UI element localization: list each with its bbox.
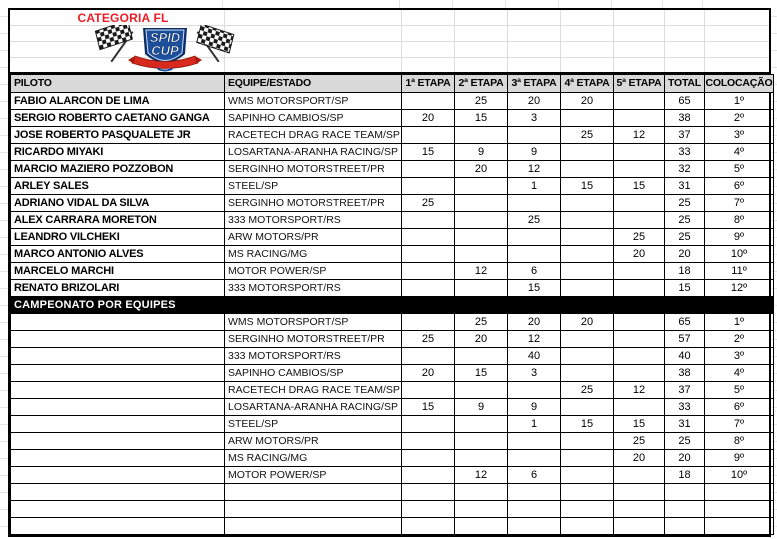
etapa1-cell[interactable] (402, 178, 455, 195)
position-cell[interactable]: 8º (705, 433, 774, 450)
etapa3-cell[interactable]: 12 (508, 331, 561, 348)
header-colocacao[interactable]: COLOCAÇÃO (705, 75, 774, 93)
etapa4-cell[interactable]: 25 (561, 127, 614, 144)
team-cell[interactable]: SERGINHO MOTORSTREET/PR (225, 195, 402, 212)
header-equipe-estado[interactable]: EQUIPE/ESTADO (225, 75, 402, 93)
pilot-name-cell[interactable]: FABIO ALARCON DE LIMA (11, 93, 225, 110)
etapa1-cell[interactable] (402, 382, 455, 399)
header-etapa4[interactable]: 4ª ETAPA (561, 75, 614, 93)
position-cell[interactable]: 4º (705, 144, 774, 161)
etapa4-cell[interactable]: 20 (561, 314, 614, 331)
etapa2-cell[interactable]: 9 (455, 144, 508, 161)
pilot-name-cell[interactable]: MARCELO MARCHI (11, 263, 225, 280)
position-cell[interactable]: 2º (705, 331, 774, 348)
pilot-name-cell[interactable]: LEANDRO VILCHEKI (11, 229, 225, 246)
pilot-name-cell[interactable] (11, 331, 225, 348)
etapa4-cell[interactable] (561, 246, 614, 263)
header-etapa3[interactable]: 3ª ETAPA (508, 75, 561, 93)
etapa5-cell[interactable]: 20 (614, 246, 665, 263)
pilot-row (11, 246, 774, 263)
empty-row (11, 484, 774, 501)
team-row (11, 382, 774, 399)
spidcup-logo (90, 25, 240, 72)
team-cell[interactable]: ARW MOTORS/PR (225, 433, 402, 450)
team-row (11, 348, 774, 365)
category-title[interactable]: CATEGORIA FL (77, 11, 169, 25)
etapa3-cell[interactable]: 40 (508, 348, 561, 365)
etapa4-cell[interactable]: 15 (561, 178, 614, 195)
etapa5-cell[interactable]: 12 (614, 382, 665, 399)
etapa4-cell[interactable] (561, 212, 614, 229)
etapa3-cell[interactable] (508, 127, 561, 144)
etapa1-cell[interactable]: 20 (402, 110, 455, 127)
empty-cell[interactable] (225, 501, 402, 518)
total-cell[interactable]: 57 (665, 331, 705, 348)
etapa3-cell[interactable] (508, 195, 561, 212)
pilot-row (11, 195, 774, 212)
total-cell[interactable]: 31 (665, 178, 705, 195)
team-cell[interactable]: SAPINHO CAMBIOS/SP (225, 365, 402, 382)
etapa3-cell[interactable] (508, 382, 561, 399)
etapa1-cell[interactable] (402, 467, 455, 484)
pilot-name-cell[interactable] (11, 450, 225, 467)
etapa4-cell[interactable] (561, 161, 614, 178)
etapa1-cell[interactable] (402, 212, 455, 229)
etapa1-cell[interactable]: 15 (402, 399, 455, 416)
etapa2-cell[interactable]: 25 (455, 314, 508, 331)
etapa5-cell[interactable] (614, 195, 665, 212)
team-row (11, 450, 774, 467)
etapa2-cell[interactable] (455, 212, 508, 229)
etapa2-cell[interactable] (455, 416, 508, 433)
pilot-row (11, 229, 774, 246)
total-cell[interactable]: 38 (665, 110, 705, 127)
etapa5-cell[interactable]: 20 (614, 450, 665, 467)
etapa4-cell[interactable] (561, 399, 614, 416)
header-etapa1[interactable]: 1ª ETAPA (402, 75, 455, 93)
team-cell[interactable]: RACETECH DRAG RACE TEAM/SP (225, 382, 402, 399)
etapa1-cell[interactable] (402, 93, 455, 110)
team-cell[interactable]: STEEL/SP (225, 416, 402, 433)
position-cell[interactable]: 5º (705, 161, 774, 178)
position-cell[interactable]: 10º (705, 467, 774, 484)
pilot-name-cell[interactable]: ALEX CARRARA MORETON (11, 212, 225, 229)
empty-cell[interactable] (11, 501, 225, 518)
position-cell[interactable]: 6º (705, 178, 774, 195)
position-cell[interactable]: 2º (705, 110, 774, 127)
etapa5-cell[interactable] (614, 110, 665, 127)
total-cell[interactable]: 37 (665, 382, 705, 399)
etapa5-cell[interactable]: 25 (614, 433, 665, 450)
etapa5-cell[interactable]: 25 (614, 229, 665, 246)
empty-cell[interactable] (705, 484, 774, 501)
etapa2-cell[interactable]: 20 (455, 331, 508, 348)
empty-cell[interactable] (561, 501, 614, 518)
etapa5-cell[interactable] (614, 161, 665, 178)
pilot-name-cell[interactable]: RENATO BRIZOLARI (11, 280, 225, 297)
team-cell[interactable]: SAPINHO CAMBIOS/SP (225, 110, 402, 127)
team-row (11, 467, 774, 484)
pilot-name-cell[interactable]: RICARDO MIYAKI (11, 144, 225, 161)
empty-cell[interactable] (561, 518, 614, 535)
empty-cell[interactable] (402, 518, 455, 535)
pilot-name-cell[interactable]: ADRIANO VIDAL DA SILVA (11, 195, 225, 212)
team-cell[interactable]: 333 MOTORSPORT/RS (225, 348, 402, 365)
pilot-row (11, 178, 774, 195)
etapa3-cell[interactable]: 25 (508, 212, 561, 229)
position-cell[interactable]: 3º (705, 127, 774, 144)
etapa4-cell[interactable] (561, 348, 614, 365)
team-cell[interactable]: LOSARTANA-ARANHA RACING/SP (225, 144, 402, 161)
etapa2-cell[interactable] (455, 433, 508, 450)
pilot-row (11, 127, 774, 144)
team-row (11, 365, 774, 382)
total-cell[interactable]: 65 (665, 314, 705, 331)
etapa1-cell[interactable] (402, 450, 455, 467)
etapa1-cell[interactable] (402, 161, 455, 178)
etapa4-cell[interactable] (561, 229, 614, 246)
header-total[interactable]: TOTAL (665, 75, 705, 93)
etapa5-cell[interactable] (614, 212, 665, 229)
empty-cell[interactable] (665, 518, 705, 535)
etapa2-cell[interactable] (455, 246, 508, 263)
team-cell[interactable]: 333 MOTORSPORT/RS (225, 280, 402, 297)
etapa5-cell[interactable] (614, 467, 665, 484)
pilot-name-cell[interactable]: JOSE ROBERTO PASQUALETE JR (11, 127, 225, 144)
position-cell[interactable]: 11º (705, 263, 774, 280)
standings-table-wrap (8, 8, 771, 537)
empty-cell[interactable] (11, 484, 225, 501)
etapa1-cell[interactable]: 20 (402, 365, 455, 382)
team-cell[interactable]: MOTOR POWER/SP (225, 263, 402, 280)
position-cell[interactable]: 7º (705, 416, 774, 433)
etapa4-cell[interactable] (561, 331, 614, 348)
etapa4-cell[interactable] (561, 263, 614, 280)
etapa1-cell[interactable] (402, 127, 455, 144)
team-cell[interactable]: LOSARTANA-ARANHA RACING/SP (225, 399, 402, 416)
empty-cell[interactable] (614, 518, 665, 535)
etapa1-cell[interactable] (402, 416, 455, 433)
etapa1-cell[interactable] (402, 246, 455, 263)
shield-icon (143, 28, 187, 63)
etapa3-cell[interactable]: 3 (508, 110, 561, 127)
pilot-name-cell[interactable] (11, 382, 225, 399)
etapa3-cell[interactable] (508, 229, 561, 246)
etapa2-cell[interactable] (455, 178, 508, 195)
empty-cell[interactable] (508, 484, 561, 501)
etapa3-cell[interactable] (508, 246, 561, 263)
empty-cell[interactable] (455, 484, 508, 501)
empty-cell[interactable] (665, 501, 705, 518)
total-cell[interactable]: 25 (665, 195, 705, 212)
pilot-name-cell[interactable] (11, 399, 225, 416)
team-row (11, 399, 774, 416)
etapa3-cell[interactable]: 3 (508, 365, 561, 382)
etapa2-cell[interactable]: 12 (455, 467, 508, 484)
etapa1-cell[interactable]: 15 (402, 144, 455, 161)
total-cell[interactable]: 20 (665, 450, 705, 467)
etapa2-cell[interactable] (455, 348, 508, 365)
etapa4-cell[interactable] (561, 280, 614, 297)
team-cell[interactable]: MS RACING/MG (225, 246, 402, 263)
position-cell[interactable]: 9º (705, 450, 774, 467)
position-cell[interactable]: 1º (705, 314, 774, 331)
etapa2-cell[interactable]: 15 (455, 365, 508, 382)
team-row (11, 433, 774, 450)
etapa2-cell[interactable] (455, 280, 508, 297)
team-cell[interactable]: MOTOR POWER/SP (225, 467, 402, 484)
position-cell[interactable]: 4º (705, 365, 774, 382)
total-cell[interactable]: 65 (665, 93, 705, 110)
etapa4-cell[interactable] (561, 450, 614, 467)
etapa3-cell[interactable]: 6 (508, 263, 561, 280)
empty-row (11, 501, 774, 518)
team-cell[interactable]: SERGINHO MOTORSTREET/PR (225, 331, 402, 348)
empty-cell[interactable] (614, 484, 665, 501)
team-cell[interactable]: WMS MOTORSPORT/SP (225, 93, 402, 110)
etapa5-cell[interactable] (614, 93, 665, 110)
pilot-name-cell[interactable]: ARLEY SALES (11, 178, 225, 195)
etapa1-cell[interactable] (402, 433, 455, 450)
position-cell[interactable]: 5º (705, 382, 774, 399)
pilot-name-cell[interactable] (11, 348, 225, 365)
etapa4-cell[interactable] (561, 110, 614, 127)
team-cell[interactable]: ARW MOTORS/PR (225, 229, 402, 246)
total-cell[interactable]: 18 (665, 263, 705, 280)
teams-banner-label[interactable]: CAMPEONATO POR EQUIPES (11, 297, 774, 314)
total-cell[interactable]: 18 (665, 467, 705, 484)
total-cell[interactable]: 33 (665, 399, 705, 416)
pilot-row (11, 93, 774, 110)
etapa5-cell[interactable]: 15 (614, 178, 665, 195)
empty-cell[interactable] (402, 501, 455, 518)
pilot-name-cell[interactable] (11, 416, 225, 433)
total-cell[interactable]: 31 (665, 416, 705, 433)
pilot-name-cell[interactable]: MARCIO MAZIERO POZZOBON (11, 161, 225, 178)
team-cell[interactable]: RACETECH DRAG RACE TEAM/SP (225, 127, 402, 144)
position-cell[interactable]: 3º (705, 348, 774, 365)
empty-cell[interactable] (455, 501, 508, 518)
pilot-name-cell[interactable] (11, 314, 225, 331)
position-cell[interactable]: 12º (705, 280, 774, 297)
team-cell[interactable]: WMS MOTORSPORT/SP (225, 314, 402, 331)
etapa3-cell[interactable]: 9 (508, 399, 561, 416)
etapa2-cell[interactable] (455, 450, 508, 467)
standings-table (10, 74, 774, 535)
empty-cell[interactable] (508, 518, 561, 535)
etapa2-cell[interactable] (455, 382, 508, 399)
empty-cell[interactable] (225, 518, 402, 535)
empty-cell[interactable] (225, 484, 402, 501)
pilot-name-cell[interactable] (11, 467, 225, 484)
team-cell[interactable]: SERGINHO MOTORSTREET/PR (225, 161, 402, 178)
etapa4-cell[interactable]: 25 (561, 382, 614, 399)
etapa1-cell[interactable]: 25 (402, 195, 455, 212)
etapa5-cell[interactable]: 15 (614, 416, 665, 433)
etapa2-cell[interactable]: 9 (455, 399, 508, 416)
pilot-row (11, 110, 774, 127)
etapa1-cell[interactable] (402, 280, 455, 297)
etapa5-cell[interactable] (614, 348, 665, 365)
empty-row (11, 518, 774, 535)
empty-cell[interactable] (665, 484, 705, 501)
team-row (11, 331, 774, 348)
etapa3-cell[interactable]: 20 (508, 314, 561, 331)
etapa5-cell[interactable] (614, 314, 665, 331)
position-cell[interactable]: 9º (705, 229, 774, 246)
pilot-name-cell[interactable] (11, 433, 225, 450)
etapa2-cell[interactable] (455, 229, 508, 246)
title-area (10, 10, 769, 74)
total-cell[interactable]: 25 (665, 229, 705, 246)
pilot-row (11, 280, 774, 297)
total-cell[interactable]: 37 (665, 127, 705, 144)
etapa2-cell[interactable] (455, 195, 508, 212)
etapa1-cell[interactable] (402, 263, 455, 280)
team-cell[interactable]: STEEL/SP (225, 178, 402, 195)
etapa5-cell[interactable] (614, 280, 665, 297)
position-cell[interactable]: 10º (705, 246, 774, 263)
total-cell[interactable]: 32 (665, 161, 705, 178)
position-cell[interactable]: 7º (705, 195, 774, 212)
empty-cell[interactable] (705, 518, 774, 535)
etapa3-cell[interactable]: 1 (508, 178, 561, 195)
header-piloto[interactable]: PILOTO (11, 75, 225, 93)
etapa1-cell[interactable] (402, 229, 455, 246)
etapa4-cell[interactable]: 15 (561, 416, 614, 433)
etapa3-cell[interactable]: 6 (508, 467, 561, 484)
etapa3-cell[interactable] (508, 433, 561, 450)
empty-cell[interactable] (705, 501, 774, 518)
etapa3-cell[interactable] (508, 450, 561, 467)
etapa1-cell[interactable] (402, 348, 455, 365)
pilot-name-cell[interactable]: SERGIO ROBERTO CAETANO GANGA (11, 110, 225, 127)
etapa3-cell[interactable]: 15 (508, 280, 561, 297)
etapa5-cell[interactable] (614, 399, 665, 416)
total-cell[interactable]: 40 (665, 348, 705, 365)
etapa5-cell[interactable] (614, 331, 665, 348)
etapa4-cell[interactable] (561, 144, 614, 161)
pilot-row (11, 263, 774, 280)
empty-cell[interactable] (455, 518, 508, 535)
etapa3-cell[interactable]: 20 (508, 93, 561, 110)
etapa1-cell[interactable] (402, 314, 455, 331)
etapa4-cell[interactable] (561, 365, 614, 382)
pilot-row (11, 161, 774, 178)
etapa2-cell[interactable]: 20 (455, 161, 508, 178)
etapa5-cell[interactable] (614, 365, 665, 382)
team-row (11, 416, 774, 433)
teams-banner-row (11, 297, 774, 314)
etapa5-cell[interactable] (614, 263, 665, 280)
etapa3-cell[interactable]: 9 (508, 144, 561, 161)
header-etapa2[interactable]: 2ª ETAPA (455, 75, 508, 93)
total-cell[interactable]: 33 (665, 144, 705, 161)
pilot-row (11, 144, 774, 161)
etapa2-cell[interactable] (455, 127, 508, 144)
empty-cell[interactable] (561, 484, 614, 501)
header-etapa5[interactable]: 5ª ETAPA (614, 75, 665, 93)
pilot-row (11, 212, 774, 229)
empty-cell[interactable] (508, 501, 561, 518)
etapa3-cell[interactable]: 1 (508, 416, 561, 433)
team-cell[interactable]: MS RACING/MG (225, 450, 402, 467)
total-cell[interactable]: 25 (665, 433, 705, 450)
etapa4-cell[interactable] (561, 467, 614, 484)
pilot-name-cell[interactable] (11, 365, 225, 382)
empty-cell[interactable] (614, 501, 665, 518)
etapa4-cell[interactable] (561, 433, 614, 450)
total-cell[interactable]: 38 (665, 365, 705, 382)
logo-text-bottom: CUP (151, 43, 179, 58)
etapa4-cell[interactable]: 20 (561, 93, 614, 110)
total-cell[interactable]: 20 (665, 246, 705, 263)
etapa5-cell[interactable]: 12 (614, 127, 665, 144)
position-cell[interactable]: 6º (705, 399, 774, 416)
empty-cell[interactable] (402, 484, 455, 501)
team-cell[interactable]: 333 MOTORSPORT/RS (225, 212, 402, 229)
etapa2-cell[interactable]: 25 (455, 93, 508, 110)
etapa4-cell[interactable] (561, 195, 614, 212)
etapa1-cell[interactable]: 25 (402, 331, 455, 348)
total-cell[interactable]: 15 (665, 280, 705, 297)
etapa5-cell[interactable] (614, 144, 665, 161)
team-row (11, 314, 774, 331)
etapa3-cell[interactable]: 12 (508, 161, 561, 178)
pilot-name-cell[interactable]: MARCO ANTONIO ALVES (11, 246, 225, 263)
etapa2-cell[interactable]: 15 (455, 110, 508, 127)
position-cell[interactable]: 1º (705, 93, 774, 110)
empty-cell[interactable] (11, 518, 225, 535)
position-cell[interactable]: 8º (705, 212, 774, 229)
logo-text-top: SPID (149, 30, 181, 45)
etapa2-cell[interactable]: 12 (455, 263, 508, 280)
header-row (11, 75, 774, 93)
total-cell[interactable]: 25 (665, 212, 705, 229)
